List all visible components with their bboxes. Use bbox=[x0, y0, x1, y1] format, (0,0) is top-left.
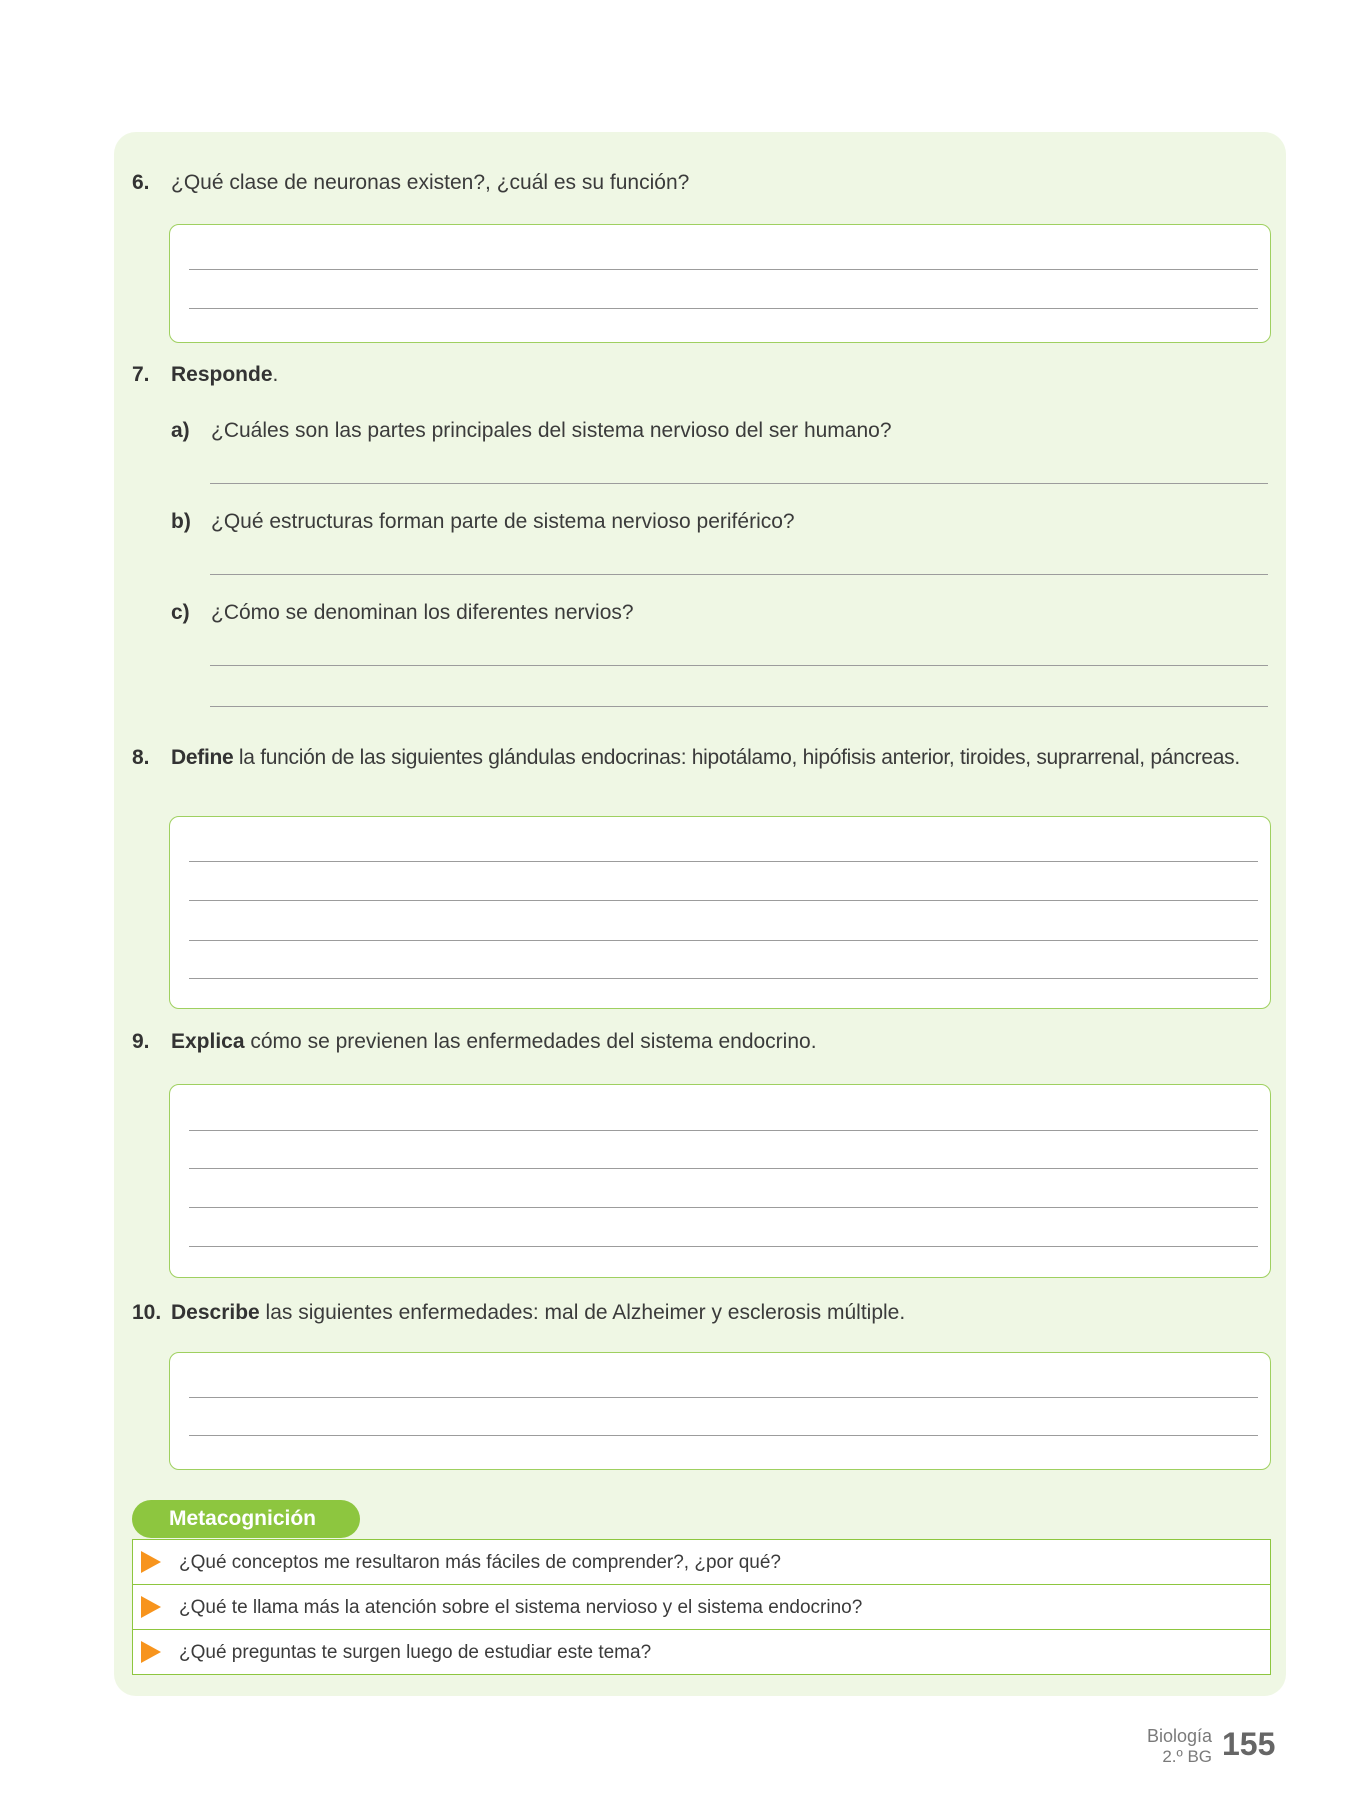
answer-line bbox=[210, 706, 1268, 707]
item-text: ¿Qué estructuras forman parte de sistema nervioso periférico? bbox=[211, 510, 795, 533]
metacognition-question: ¿Qué conceptos me resultaron más fáciles de comprender?, ¿por qué? bbox=[179, 1552, 781, 1573]
question-text: la función de las siguientes glándulas endocrinas: hipotálamo, hipófisis anterior, tiroides, suprarrenal, páncreas. bbox=[233, 746, 1240, 769]
question-text: ¿Qué clase de neuronas existen?, ¿cuál es su función? bbox=[171, 171, 690, 194]
question-number: 8. bbox=[132, 746, 150, 769]
answer-line bbox=[189, 1130, 1258, 1131]
answer-line bbox=[189, 978, 1258, 979]
answer-box-9 bbox=[169, 1084, 1271, 1278]
metacognition-question: ¿Qué preguntas te surgen luego de estudiar este tema? bbox=[179, 1642, 652, 1663]
question-text: . bbox=[272, 363, 279, 386]
item-label: a) bbox=[171, 419, 190, 442]
answer-line bbox=[189, 1435, 1258, 1436]
question-number: 9. bbox=[132, 1030, 150, 1053]
answer-line bbox=[189, 269, 1258, 270]
item-text: ¿Cómo se denominan los diferentes nervios? bbox=[211, 601, 634, 624]
metacognition-row bbox=[133, 1584, 1270, 1629]
answer-line bbox=[189, 900, 1258, 901]
answer-line bbox=[189, 1207, 1258, 1208]
answer-line bbox=[210, 574, 1268, 575]
answer-line bbox=[189, 308, 1258, 309]
answer-line bbox=[189, 1246, 1258, 1247]
question-keyword: Responde bbox=[171, 363, 273, 386]
metacognition-question: ¿Qué te llama más la atención sobre el sistema nervioso y el sistema endocrino? bbox=[179, 1597, 863, 1618]
answer-box-6 bbox=[169, 224, 1271, 343]
answer-line bbox=[189, 1168, 1258, 1169]
question-number: 10. bbox=[132, 1301, 162, 1324]
answer-line bbox=[210, 665, 1268, 666]
footer-grade: 2.º BG bbox=[1162, 1747, 1212, 1766]
metacognition-table bbox=[132, 1539, 1271, 1675]
question-number: 7. bbox=[132, 363, 150, 386]
answer-line bbox=[189, 1397, 1258, 1398]
answer-box-8 bbox=[169, 816, 1271, 1009]
question-keyword: Describe bbox=[171, 1301, 260, 1324]
item-label: b) bbox=[171, 510, 191, 533]
triangle-bullet-icon bbox=[141, 1551, 161, 1573]
page-number: 155 bbox=[1222, 1726, 1276, 1762]
question-keyword: Explica bbox=[171, 1030, 245, 1053]
metacognition-title: Metacognición bbox=[132, 1500, 360, 1538]
item-label: c) bbox=[171, 601, 190, 624]
answer-box-10 bbox=[169, 1352, 1271, 1470]
metacognition-row bbox=[133, 1629, 1270, 1674]
question-text: cómo se previenen las enfermedades del sistema endocrino. bbox=[244, 1030, 817, 1053]
metacognition-row bbox=[133, 1540, 1270, 1585]
footer-subject: Biología bbox=[1146, 1726, 1212, 1746]
answer-line bbox=[210, 483, 1268, 484]
answer-line bbox=[189, 861, 1258, 862]
question-text: las siguientes enfermedades: mal de Alzheimer y esclerosis múltiple. bbox=[259, 1301, 906, 1324]
item-text: ¿Cuáles son las partes principales del sistema nervioso del ser humano? bbox=[211, 419, 892, 442]
triangle-bullet-icon bbox=[141, 1596, 161, 1618]
question-number: 6. bbox=[132, 171, 150, 194]
question-keyword: Define bbox=[171, 746, 234, 769]
answer-line bbox=[189, 940, 1258, 941]
triangle-bullet-icon bbox=[141, 1641, 161, 1663]
